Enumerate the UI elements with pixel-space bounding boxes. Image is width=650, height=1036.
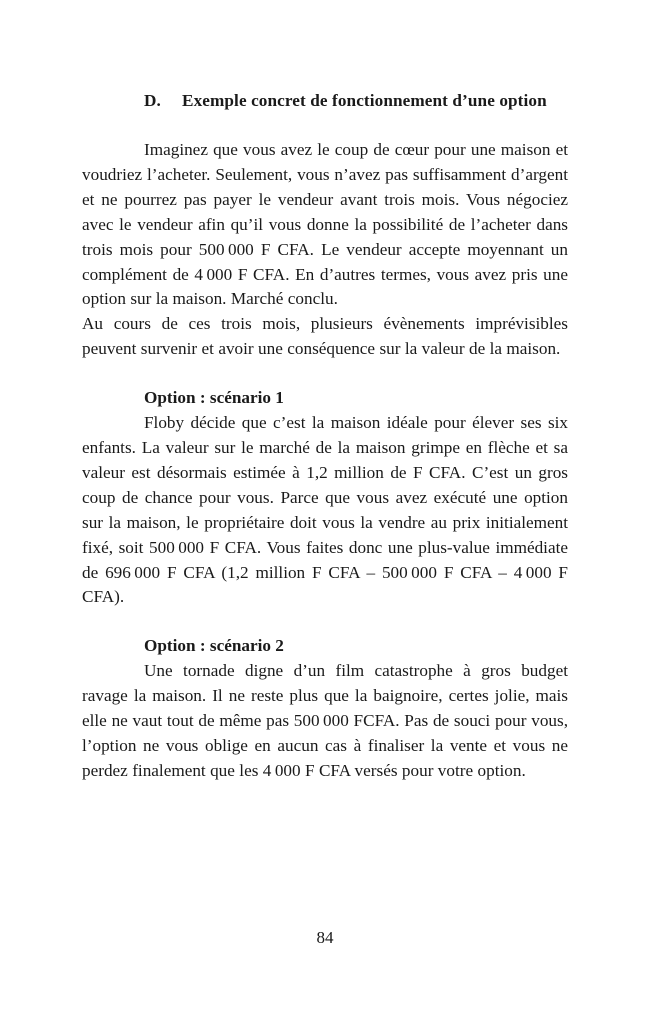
scenario-1-heading: Option : scénario 1 [144,388,284,408]
spacer-before-scenario-1 [82,362,568,386]
scenario-2-text: Une tornade digne d’un film catastrophe à gros budget ravage la maison. Il ne reste plus que la baignoire, certes jolie, mais elle ne vaut tout de même pas 500 000 FCFA. Pas de souci pour vous, l’option ne vous oblige en aucun cas à finaliser la vente et vous ne perdez finalement que les 4 000 F CFA versés pour votre option. [82,661,568,780]
section-heading [144,88,568,113]
paragraph-evenements: Au cours de ces trois mois, plusieurs évènements imprévisibles peuvent survenir et avoir une conséquence sur la valeur de la maison. [82,314,568,359]
section-title: Exemple concret de fonctionnement d’une option [182,91,547,110]
spacer-after-heading [82,113,568,138]
page-content [82,88,568,784]
spacer-before-scenario-2 [82,610,568,634]
paragraph-intro: Imaginez que vous avez le coup de cœur pour une maison et voudriez l’acheter. Seulement, vous n’avez pas suffisamment d’argent et ne pourrez pas payer le vendeur avant trois mois. Vous négociez avec le vendeur afin qu’il vous donne la possibilité de l’acheter dans trois mois pour 500 000 F CFA. Le vendeur accepte moyennant un complément de 4 000 F CFA. En d’autres termes, vous avez pris une option sur la maison. Marché conclu. [82,140,568,309]
page-number: 84 [316,928,334,947]
scenario-2-heading: Option : scénario 2 [144,636,284,656]
scenario-1-text: Floby décide que c’est la maison idéale pour élever ses six enfants. La valeur sur le marché de la maison grimpe en flèche et sa valeur est désormais estimée à 1,2 million de F CFA. C’est un gros coup de chance pour vous. Parce que vous avez exécuté une option sur la maison, le propriétaire doit vous la vendre au prix initialement fixé, soit 500 000 F CFA. Vous faites donc une plus-value immédiate de 696 000 F CFA (1,2 million F CFA – 500 000 F CFA – 4 000 F CFA). [82,413,568,607]
section-letter: D. [144,91,161,110]
